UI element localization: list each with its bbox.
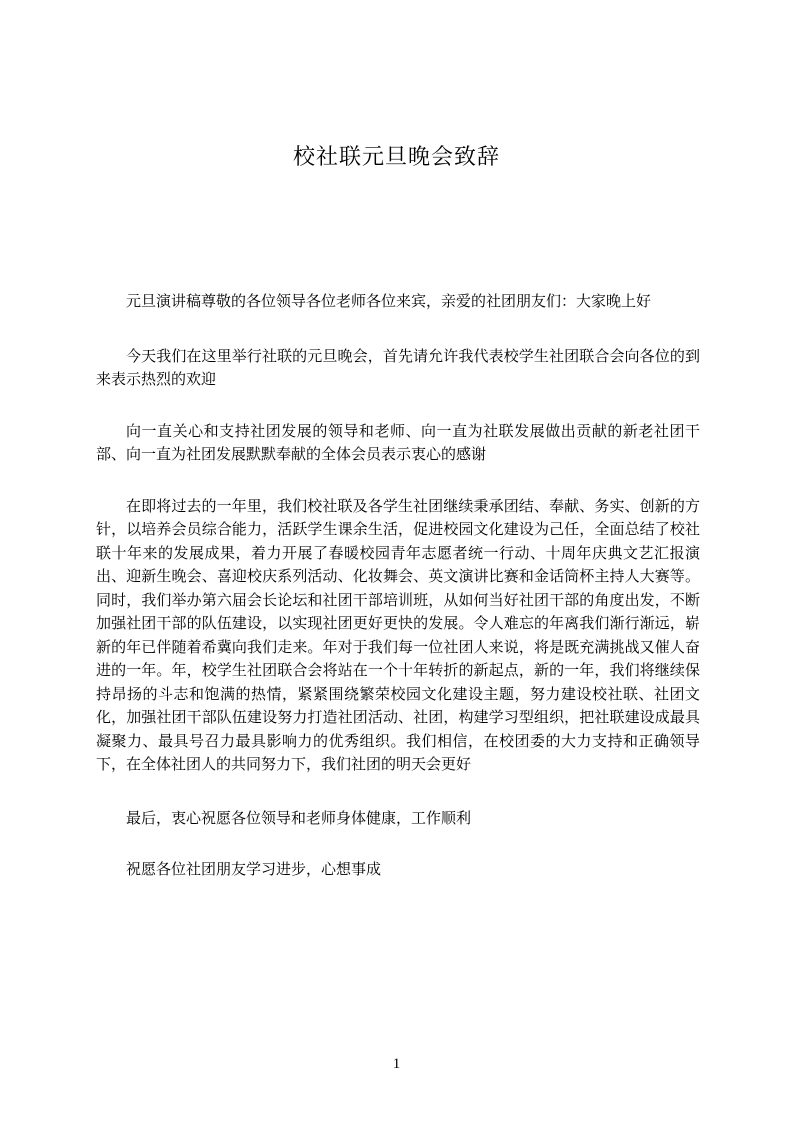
paragraph-thanks: 向一直关心和支持社团发展的领导和老师、向一直为社联发展做出贡献的新老社团干部、向一直为社团发展默默奉献的全体会员表示衷心的感谢 <box>96 421 700 463</box>
paragraph-wishes-leaders: 最后，衷心祝愿各位领导和老师身体健康，工作顺利 <box>126 808 472 827</box>
document-title: 校社联元旦晚会致辞 <box>292 145 500 170</box>
paragraph-wishes-friends: 祝愿各位社团朋友学习进步，心想事成 <box>126 860 382 878</box>
page-number: 1 <box>392 1056 401 1072</box>
paragraph-year-review: 在即将过去的一年里，我们校社联及各学生社团继续秉承团结、奉献、务实、创新的方针，以培养会员综合能力，活跃学生课余生活，促进校园文化建设为己任，全面总结了校社联十年来的发展成果，着力开展了春暖校园青年志愿者统一行动、十周年庆典文艺汇报演出、迎新生晚会、喜迎校庆系列活动、化妆舞会、英文演讲比赛和金话筒杯主持人大赛等。同时，我们举办第六届会长论坛和社团干部培训班，从如何当好社团干部的角度出发，不断加强社团干部的队伍建设，以实现社团更好更快的发展。令人难忘的年离我们渐行渐远，崭新的年已伴随着希冀向我们走来。年对于我们每一位社团人来说，将是既充满挑战又催人奋进的一年。年，校学生社团联合会将站在一个十年转折的新起点，新的一年，我们将继续保持昂扬的斗志和饱满的热情，紧紧围绕繁荣校园文化建设主题，努力建设校社联、社团文化，加强社团干部队伍建设努力打造社团活动、社团，构建学习型组织，把社联建设成最具凝聚力、最具号召力最具影响力的优秀组织。我们相信，在校团委的大力支持和正确领导下，在全体社团人的共同努力下，我们社团的明天会更好 <box>96 496 700 773</box>
paragraph-greeting: 元旦演讲稿尊敬的各位领导各位老师各位来宾，亲爱的社团朋友们：大家晚上好 <box>126 292 652 310</box>
paragraph-welcome: 今天我们在这里举行社联的元旦晚会，首先请允许我代表校学生社团联合会向各位的到来表示热烈的欢迎 <box>96 346 700 388</box>
document-body <box>96 290 700 910</box>
